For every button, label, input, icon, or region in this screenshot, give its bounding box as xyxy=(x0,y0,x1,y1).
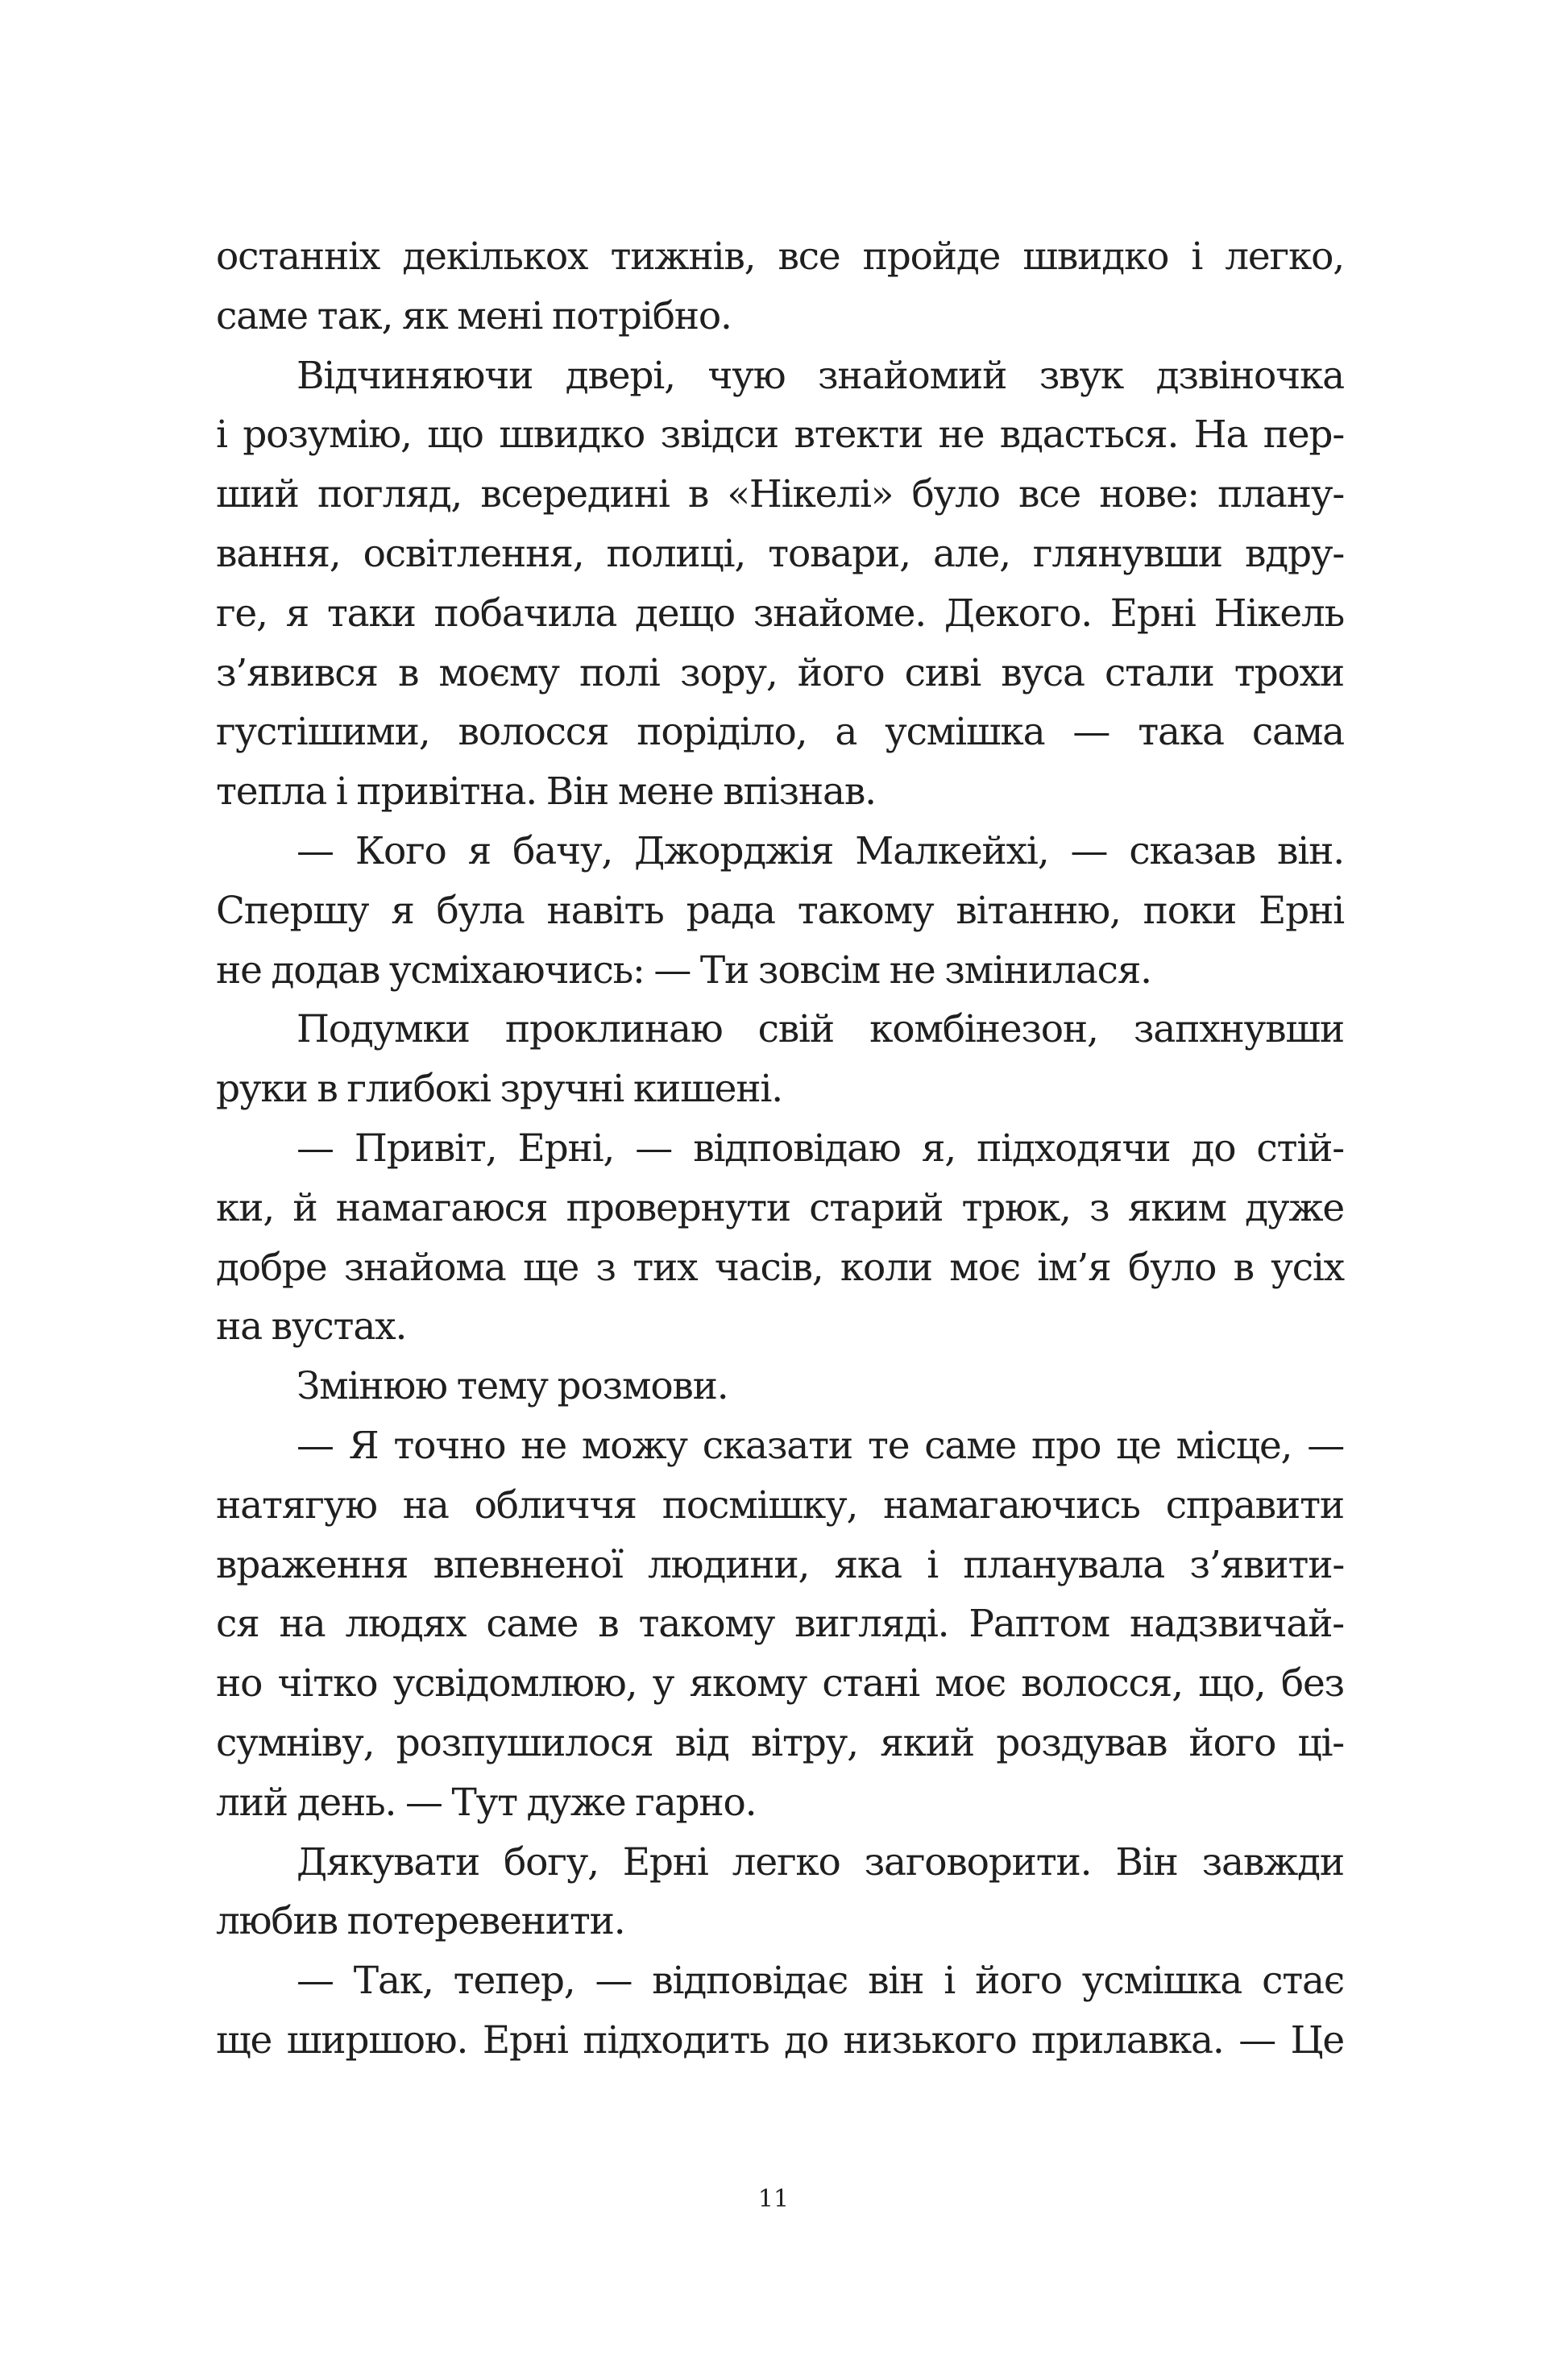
text-line: — Так, тепер, — відповідає він і його усмішка стає xyxy=(297,1959,1344,2004)
text-line: ки, й намагаюся провернути старий трюк, з яким дуже xyxy=(216,1185,1344,1230)
text-line: любив потеревенити. xyxy=(216,1899,625,1944)
text-line: Дякувати богу, Ерні легко заговорити. Він завжди xyxy=(297,1839,1344,1885)
page-number: 11 xyxy=(757,2185,790,2213)
text-line: враження впевненої людини, яка і планувала з’явити- xyxy=(216,1542,1344,1587)
page-body xyxy=(216,227,1344,2071)
text-line: руки в глибокі зручні кишені. xyxy=(216,1067,782,1112)
text-line: і розумію, що швидко звідси втекти не вдасться. На пер- xyxy=(216,413,1344,458)
text-line: на вустах. xyxy=(216,1304,407,1350)
text-line: сумніву, розпушилося від вітру, який роздував його ці- xyxy=(216,1720,1344,1765)
text-line: ге, я таки побачила дещо знайоме. Декого. Ерні Нікель xyxy=(216,591,1344,636)
text-line: ший погляд, всередині в «Нікелі» було все нове: плану- xyxy=(216,472,1344,517)
text-line: добре знайома ще з тих часів, коли моє ім’я було в усіх xyxy=(216,1245,1344,1290)
text-line: з’явився в моєму полі зору, його сиві вуса стали трохи xyxy=(216,650,1344,695)
text-line: густішими, волосся поріділо, а усмішка — така сама xyxy=(216,710,1344,755)
text-line: но чітко усвідомлюю, у якому стані моє волосся, що, без xyxy=(216,1661,1344,1706)
text-line: Змінюю тему розмови. xyxy=(297,1364,728,1409)
text-line: останніх декількох тижнів, все пройде швидко і легко, xyxy=(216,234,1344,279)
text-line: — Привіт, Ерні, — відповідаю я, підходячи до стій- xyxy=(297,1126,1344,1171)
text-line: тепла і привітна. Він мене впізнав. xyxy=(216,769,876,815)
text-line: Відчиняючи двері, чую знайомий звук дзвіночка xyxy=(297,353,1344,398)
text-line: не додав усміхаючись: — Ти зовсім не змінилася. xyxy=(216,947,1151,993)
text-line: — Кого я бачу, Джорджія Малкейхі, — сказав він. xyxy=(297,828,1344,873)
text-line: Подумки проклинаю свій комбінезон, запхнувши xyxy=(297,1007,1344,1052)
text-line: Спершу я була навіть рада такому вітанню, поки Ерні xyxy=(216,888,1344,933)
text-line: натягую на обличчя посмішку, намагаючись справити xyxy=(216,1482,1344,1528)
text-line: саме так, як мені потрібно. xyxy=(216,293,732,338)
text-line: ще ширшою. Ерні підходить до низького прилавка. — Це xyxy=(216,2017,1344,2063)
text-line: вання, освітлення, полиці, товари, але, глянувши вдру- xyxy=(216,531,1344,576)
text-line: лий день. — Тут дуже гарно. xyxy=(216,1780,757,1825)
text-line: ся на людях саме в такому вигляді. Раптом надзвичай- xyxy=(216,1602,1344,1647)
text-line: — Я точно не можу сказати те саме про це місце, — xyxy=(297,1423,1344,1468)
